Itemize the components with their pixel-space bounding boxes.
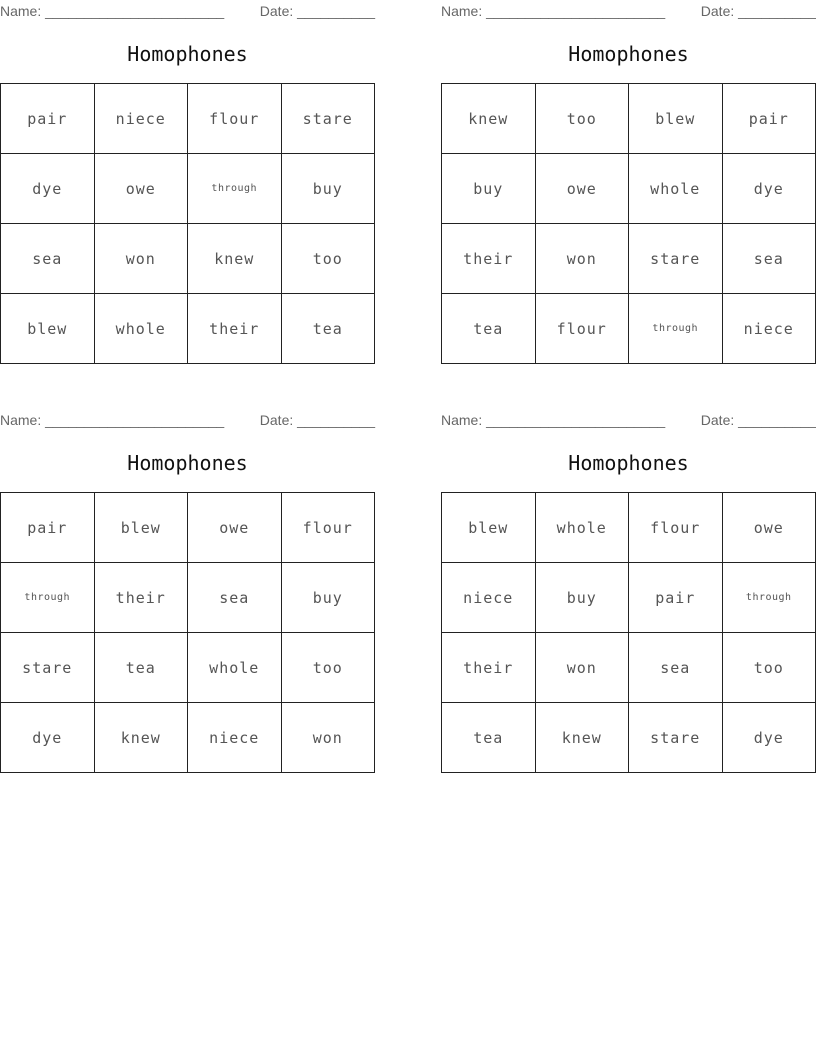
grid-row <box>442 84 816 154</box>
grid-cell: their <box>442 224 536 294</box>
grid-row <box>442 703 816 773</box>
grid-cell: their <box>188 294 282 364</box>
grid-row <box>442 294 816 364</box>
grid-cell: owe <box>188 493 282 563</box>
card-header <box>441 411 816 429</box>
grid-cell: whole <box>629 154 723 224</box>
date-field: Date: __________ <box>700 412 816 428</box>
grid-cell: sea <box>722 224 816 294</box>
grid-cell: stare <box>629 224 723 294</box>
grid-cell: sea <box>629 633 723 703</box>
grid-cell: too <box>722 633 816 703</box>
grid-row <box>442 224 816 294</box>
word-grid <box>0 83 375 364</box>
word-grid <box>0 492 375 773</box>
word-grid <box>441 492 816 773</box>
grid-cell: blew <box>629 84 723 154</box>
grid-row <box>1 154 375 224</box>
card-header <box>0 411 375 429</box>
grid-cell: stare <box>629 703 723 773</box>
name-field: Name: _______________________ <box>441 412 666 428</box>
grid-cell: flour <box>281 493 375 563</box>
grid-cell: through <box>188 154 282 224</box>
grid-cell: won <box>281 703 375 773</box>
grid-cell: dye <box>1 154 95 224</box>
grid-cell: owe <box>94 154 188 224</box>
grid-cell: blew <box>442 493 536 563</box>
grid-cell: sea <box>188 563 282 633</box>
grid-cell: too <box>281 224 375 294</box>
bingo-card <box>0 409 375 774</box>
grid-cell: won <box>535 633 629 703</box>
card-title: Homophones <box>127 451 248 475</box>
grid-cell: sea <box>1 224 95 294</box>
grid-row <box>442 633 816 703</box>
bingo-card <box>441 0 816 365</box>
grid-cell: buy <box>281 154 375 224</box>
name-field: Name: _______________________ <box>0 3 225 19</box>
grid-row <box>1 224 375 294</box>
grid-cell: dye <box>1 703 95 773</box>
grid-row <box>1 294 375 364</box>
grid-cell: whole <box>94 294 188 364</box>
grid-row <box>442 563 816 633</box>
grid-cell: their <box>94 563 188 633</box>
grid-cell: won <box>94 224 188 294</box>
grid-row <box>442 493 816 563</box>
word-grid <box>441 83 816 364</box>
grid-cell: niece <box>722 294 816 364</box>
grid-cell: tea <box>281 294 375 364</box>
date-field: Date: __________ <box>259 3 375 19</box>
card-title: Homophones <box>568 451 689 475</box>
grid-cell: pair <box>629 563 723 633</box>
grid-cell: pair <box>1 84 95 154</box>
name-field: Name: _______________________ <box>441 3 666 19</box>
grid-cell: dye <box>722 154 816 224</box>
card-title: Homophones <box>568 42 689 66</box>
grid-cell: knew <box>188 224 282 294</box>
grid-cell: stare <box>281 84 375 154</box>
grid-cell: too <box>281 633 375 703</box>
grid-cell: flour <box>629 493 723 563</box>
grid-cell: pair <box>722 84 816 154</box>
grid-cell: won <box>535 224 629 294</box>
grid-cell: tea <box>94 633 188 703</box>
card-header <box>441 2 816 20</box>
grid-cell: owe <box>722 493 816 563</box>
grid-row <box>1 84 375 154</box>
date-field: Date: __________ <box>700 3 816 19</box>
bingo-card <box>0 0 375 365</box>
grid-cell: knew <box>94 703 188 773</box>
grid-row <box>442 154 816 224</box>
grid-row <box>1 633 375 703</box>
grid-cell: buy <box>442 154 536 224</box>
grid-cell: buy <box>281 563 375 633</box>
card-title: Homophones <box>127 42 248 66</box>
grid-cell: niece <box>94 84 188 154</box>
name-field: Name: _______________________ <box>0 412 225 428</box>
grid-cell: through <box>629 294 723 364</box>
grid-cell: knew <box>442 84 536 154</box>
grid-cell: whole <box>535 493 629 563</box>
grid-cell: flour <box>535 294 629 364</box>
grid-cell: tea <box>442 703 536 773</box>
grid-cell: tea <box>442 294 536 364</box>
grid-cell: blew <box>94 493 188 563</box>
grid-cell: whole <box>188 633 282 703</box>
grid-cell: through <box>1 563 95 633</box>
grid-row <box>1 563 375 633</box>
grid-cell: stare <box>1 633 95 703</box>
bingo-card <box>441 409 816 774</box>
date-field: Date: __________ <box>259 412 375 428</box>
grid-cell: blew <box>1 294 95 364</box>
grid-cell: through <box>722 563 816 633</box>
grid-cell: knew <box>535 703 629 773</box>
grid-cell: pair <box>1 493 95 563</box>
grid-cell: flour <box>188 84 282 154</box>
grid-cell: their <box>442 633 536 703</box>
grid-row <box>1 493 375 563</box>
card-header <box>0 2 375 20</box>
grid-cell: niece <box>442 563 536 633</box>
grid-cell: dye <box>722 703 816 773</box>
grid-cell: niece <box>188 703 282 773</box>
grid-cell: owe <box>535 154 629 224</box>
grid-cell: too <box>535 84 629 154</box>
grid-cell: buy <box>535 563 629 633</box>
grid-row <box>1 703 375 773</box>
